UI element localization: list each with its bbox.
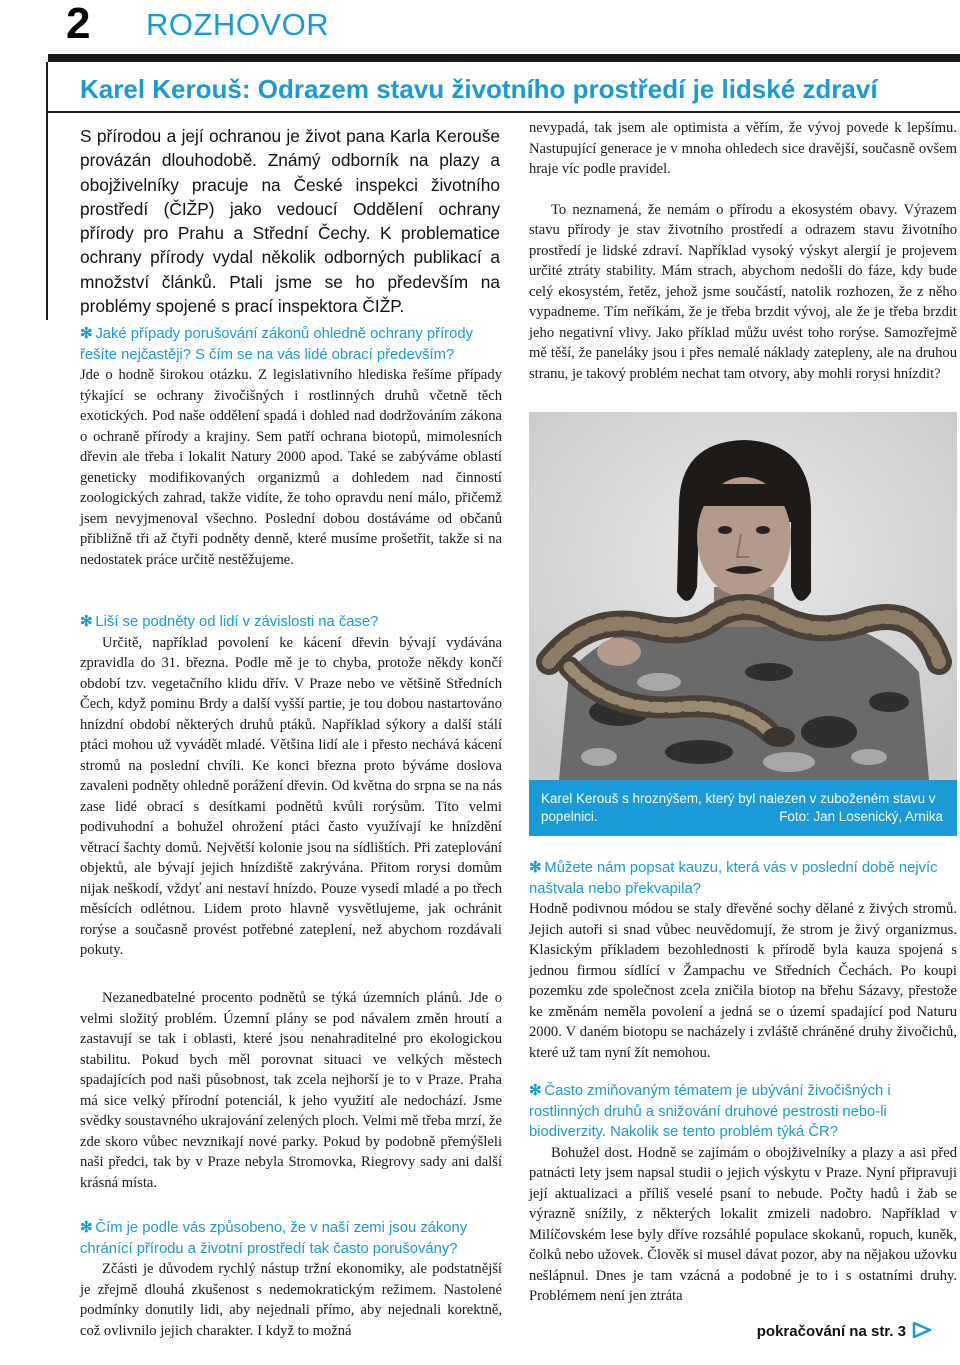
asterisk-icon: ✻ (80, 326, 93, 342)
asterisk-icon: ✻ (529, 860, 542, 876)
header-rule (48, 54, 960, 62)
answer-2: Určitě, například povolení ke kácení dřevin bývají vydávána zpravidla do 31. března. Podle mě je to chyba, protože někdy končí období tzv. vegetačního klidu dřív. V Praze nebo ve většině Středních Čech, když pominu Brdy a další vyšší partie, je tou dobou nastartováno hnízdní období některých druhů ptáků. Například sýkory a další stálí ptáci mohou už vyvádět mladé. Většina lidí ale i přesto nechává kácení stromů na poslední chvíli. Ke konci března proto býváme doslova zavaleni podněty ohledně porážení dřevin. Od května do srpna se na nás zase lidé obrací s desítkami podnětů kvůli rorýsům. Tito velmi podivuhodní a bohužel ohrožení ptáci často využívají ke hnízdění větrací šachty domů. Největší kolonie jsou na sídlištích. Při zateplování objektů, ale bývají jejich hnízdiště zakrývána. Přitom rorysi domům nijak neškodí, vždyť ani nestaví hnízdo. Pouze vysedí mladé a po třech měsících odlétnou. Lidem proto hlavně vysvětlujeme, jak ochránit rorýse a současně provést potřebné zateplení, než abychom rozdávali pokuty. (80, 634, 502, 958)
answer-3-continued (529, 118, 957, 384)
question-3: ✻ Čím je podle vás způsobeno, že v naší zemi jsou zákony chránící přírodu a životní prostředí tak často porušovány? (80, 1220, 468, 1257)
arrow-right-icon (912, 1322, 932, 1338)
continued-link[interactable] (757, 1322, 932, 1342)
section-title: ROZHOVOR (146, 7, 330, 42)
answer-5: Bohužel dost. Hodně se zajímám o obojživelníky a plazy a asi před patnácti lety jsem napsal studii o jejich výskytu v Praze. Nyní připravuji její aktualizaci a příliš veselé psaní to nebude. Počty hadů i žab se výrazně snížily, z některých lokalit zmizeli nadobro. Například v Milíčovském lese byly dříve rozsáhlé populace skokanů, ropuch, kuněk, čolků nebo užovek. Člověk si musel dávat pozor, aby na nějakou užovku nešlápnul. Dnes je tam vzácná a podobné je to i s ostatními druhy. Problémem není jen ztráta (529, 1144, 957, 1304)
portrait-photo (529, 412, 957, 780)
left-vertical-rule (46, 62, 48, 320)
qa-block-2b (80, 988, 502, 1193)
photo-credit: Foto: Jan Losenický, Arnika (779, 809, 943, 824)
answer-2b: Nezanedbatelné procento podnětů se týká územních plánů. Jde o velmi složitý problém. Územní plány se pod návalem změn hroutí a zastavují se tak i oblasti, které jsou nenahraditelné pro ekologickou stabilitu. Pokud bych měl porovnat situaci ve velkých městech spadajících pod naši působnost, tak zcela nejhorší je to v Praze. Praha má sice velký přírodní potenciál, k jeho využití ale nedochází. Jsme svědky soustavného ukrajování zelených ploch. Velmi mě třeba mrzí, že zde skoro vůbec nevznikají nové parky. Pokud by podobně přemýšleli naši předci, tak by v Praze nebyla Stromovka, Riegrovy sady ani další krásná místa. (80, 990, 502, 1191)
lead-paragraph: S přírodou a její ochranou je život pana Karla Kerouše provázán dlouhodobě. Známý odborník na plazy a obojživelníky pracuje na České inspekci životního prostředí (ČIŽP) jako vedoucí Oddělení ochrany přírody pro Prahu a Střední Čechy. K problematice ochrany přírody vydal několik odborných publikací a množství článků. Ptali jsme se ho především na problémy spojené s prací inspektora ČIŽP. (80, 126, 500, 317)
qa-block-4-5 (529, 858, 957, 1307)
question-5: ✻ Často zmiňovaným tématem je ubývání živočišných i rostlinných druhů a snižování druhové pestrosti nebo-li biodiverzity. Nakolik se tento problém týká ČR? (529, 1083, 891, 1140)
qa-block-2 (80, 612, 502, 961)
answer-3b: To neznamená, že nemám o přírodu a ekosystém obavy. Výrazem stavu přírody je stav životního prostředí a odrazem stavu životního prostředí je lidské zdraví. Například vysoký výskyt alergií je projevem určité ztráty stability. Mám strach, abychom nedošli do fáze, kdy bude celý ekosystém, řetěz, jehož jsme součástí, natolik rozhozen, že z něho vypadneme. Tím neříkám, že je třeba brzdit vývoj, ale že je třeba brzdit jeho negativní vlivy. Jako příklad můžu uvést toho rorýse. Samozřejmě mě těší, že paneláky jsou i přes nemalé náklady zatepleny, ale na druhou stranu, je takový problém nechat tam otvory, aby mohli rorysi hnízdit? (529, 201, 957, 382)
question-4: ✻ Můžete nám popsat kauzu, která vás v poslední době nejvíc naštvala nebo překvapila? (529, 860, 938, 897)
article-headline: Karel Kerouš: Odrazem stavu životního prostředí je lidské zdraví (80, 74, 878, 104)
answer-1: Jde o hodně širokou otázku. Z legislativního hlediska řešíme případy týkající se ochrany živočišných i rostlinných druhů včetně těch exotických. Pod naše oddělení spadá i dohled nad dodržováním zákona o ochraně přírody a krajiny. Sem patří ochrana biotopů, mimolesních dřevin ale třeba i lokalit Natury 2000 apod. Také se zabýváme oblastí geneticky modifikovaných organizmů a dohledem nad činností zoologických zahrad, takže vidíte, že toho opravdu není málo, přičemž jsem nevyjmenoval všechno. Poslední dobou dostáváme od občanů přibližně tři až čtyři podněty denně, které musíme prošetřit, takže si na nedostatek práce určitě nestěžujeme. (80, 367, 502, 568)
continued-text: pokračování na str. 3 (756, 1323, 906, 1340)
question-2: ✻ Liší se podněty od lidí v závislosti na čase? (80, 614, 379, 630)
answer-3-cont: nevypadá, tak jsem ale optimista a věřím, že vývoj povede k lepšímu. Nastupující generace je v mnoha ohledech sice dravější, současně ovšem hraje víc podle pravidel. (529, 120, 957, 177)
qa-block-1 (80, 324, 502, 570)
asterisk-icon: ✻ (80, 614, 93, 630)
answer-3: Zčásti je důvodem rychlý nástup tržní ekonomiky, ale podstatnější je zřejmě dlouhá zkušenost s nedemokratickým režimem. Nastolené podmínky donutily lidi, aby nejednali přímo, aby nejednali korektně, což ovlivnilo jejich charakter. I když to možná (80, 1261, 502, 1339)
caption-text: Karel Kerouš s hroznýšem, který byl nalezen v zuboženém stavu v popelnici. (541, 791, 936, 824)
qa-block-3 (80, 1218, 502, 1341)
answer-4: Hodně podivnou módou se staly dřevěné sochy dělané z živých stromů. Jejich autoři si snad vůbec neuvědomují, že strom je živý organizmus. Klasickým příkladem bezohlednosti k přírodě byla kauza spojená s jednou firmou sídlící v Žampachu ve Středních Čechách. Po koupi pozemku zde společnost zcela zničila biotop na břehu Sázavy, přestože ke změnám neměla povolení a jedná se o území spadající pod Naturu 2000. V daném biotopu se nacházely i zvláště chráněné druhy živočichů, které už tam nyní žít nemohou. (529, 901, 957, 1061)
man-with-python-illustration (529, 412, 957, 780)
question-1: ✻ Jaké případy porušování zákonů ohledně ochrany přírody řešíte nejčastěji? S čím se na vás lidé obrací především? (80, 326, 473, 363)
headline-rule (48, 111, 960, 113)
photo-caption (529, 780, 957, 836)
asterisk-icon: ✻ (529, 1083, 542, 1099)
page-number: 2 (66, 0, 91, 48)
asterisk-icon: ✻ (80, 1220, 93, 1236)
